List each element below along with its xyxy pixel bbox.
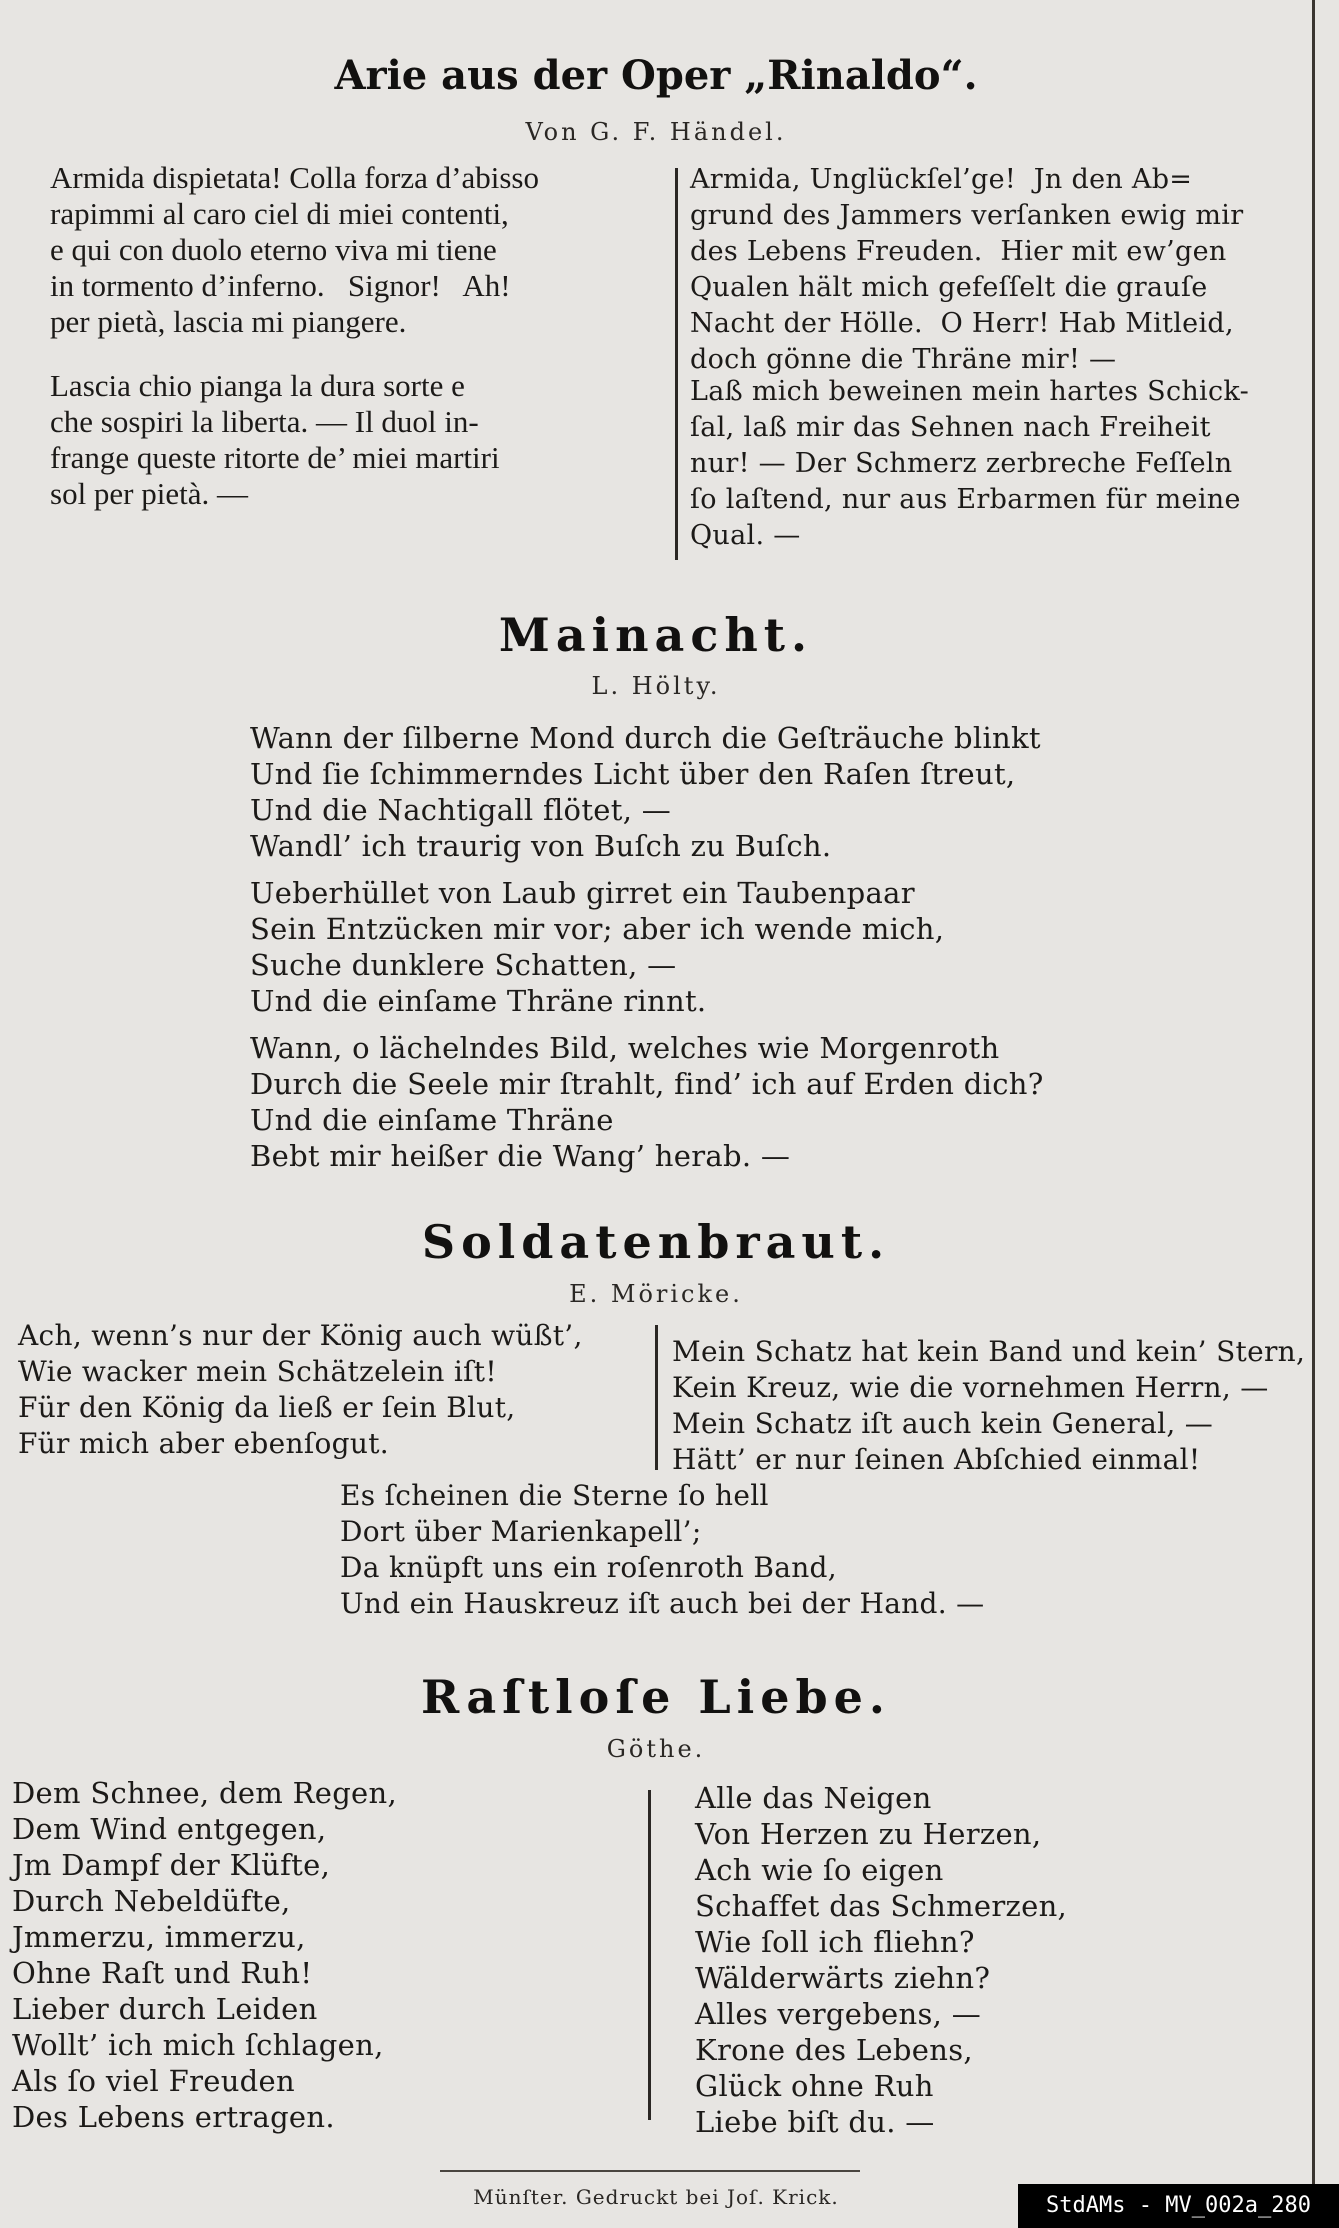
aria-author: Von G. F. Händel. [525, 118, 787, 146]
column-divider-1 [675, 168, 678, 560]
page-edge-rule [1312, 0, 1315, 2228]
aria-italian-part2: Lascia chio pianga la dura sorte e che sospiri la liberta. — Il duol in- frange queste ritorte de’ miei martiri sol per pietà. — [50, 368, 500, 511]
mainacht-stanza-1: Wann der ſilberne Mond durch die Geſträuche blinkt Und ſie ſchimmerndes Licht über den Raſen ſtreut, Und die Nachtigall flötet, — Wandl’ ich traurig von Buſch zu Buſch. [250, 721, 1041, 863]
rastlose-liebe-author: Göthe. [606, 1735, 706, 1763]
mainacht-author: L. Hölty. [591, 672, 721, 700]
column-divider-2 [655, 1325, 658, 1470]
aria-italian-part1: Armida dispietata! Colla forza d’abisso rapimmi al caro ciel di miei contenti, e qui con duolo eterno viva mi tiene in tormento d’inferno. Signor! Ah! per pietà, lascia mi piangere. [50, 160, 539, 339]
soldatenbraut-title: Soldatenbraut. [421, 1215, 891, 1269]
soldatenbraut-right-stanza: Mein Schatz hat kein Band und kein’ Stern, Kein Kreuz, wie die vornehmen Herrn, — Mein Schatz iſt auch kein General, — Hätt’ er nur ſeinen Abſchied einmal! [672, 1335, 1306, 1476]
aria-german-part2: Laß mich beweinen mein hartes Schick- ſal, laß mir das Sehnen nach Freiheit nur! — Der Schmerz zerbreche Feſſeln ſo laſtend, nur aus Erbarmen für meine Qual. — [690, 376, 1250, 551]
aria-title: Arie aus der Oper „Rinaldo“. [334, 52, 978, 99]
rastlose-liebe-left-column: Dem Schnee, dem Regen, Dem Wind entgegen, Jm Dampf der Klüfte, Durch Nebeldüfte, Jmmerzu, immerzu, Ohne Raſt und Ruh! Lieber durch Leiden Wollt’ ich mich ſchlagen, Als ſo viel Freuden Des Lebens ertragen. [12, 1776, 398, 2134]
soldatenbraut-author: E. Möricke. [569, 1280, 743, 1308]
archive-stamp: StdAMs - MV_002a_280 [1018, 2184, 1339, 2228]
mainacht-stanza-2: Ueberhüllet von Laub girret ein Taubenpaar Sein Entzücken mir vor; aber ich wende mich, Suche dunklere Schatten, — Und die einſame Thräne rinnt. [250, 876, 945, 1018]
printer-imprint: Münſter. Gedruckt bei Joſ. Krick. [473, 2185, 839, 2209]
footer-rule [440, 2170, 860, 2172]
aria-german-part1: Armida, Unglückſel’ge! Jn den Ab= grund des Jammers verſanken ewig mir des Lebens Freuden. Hier mit ew’gen Qualen hält mich gefeſſelt die grauſe Nacht der Hölle. O Herr! Hab Mitleid, doch gönne die Thräne mir! — [690, 164, 1244, 375]
mainacht-title: Mainacht. [498, 608, 814, 662]
mainacht-stanza-3: Wann, o lächelndes Bild, welches wie Morgenroth Durch die Seele mir ſtrahlt, find’ ich auf Erden dich? Und die einſame Thräne Bebt mir heißer die Wang’ herab. — [250, 1031, 1044, 1173]
rastlose-liebe-title: Raſtloſe Liebe. [421, 1670, 891, 1724]
soldatenbraut-left-stanza: Ach, wenn’s nur der König auch wüßt’, Wie wacker mein Schätzelein iſt! Für den König da ließ er ſein Blut, Für mich aber ebenſogut. [18, 1319, 583, 1460]
column-divider-3 [648, 1790, 651, 2120]
rastlose-liebe-right-column: Alle das Neigen Von Herzen zu Herzen, Ach wie ſo eigen Schaffet das Schmerzen, Wie ſoll ich fliehn? Wälderwärts ziehn? Alles vergebens, — Krone des Lebens, Glück ohne Ruh Liebe biſt du. — [695, 1781, 1068, 2139]
soldatenbraut-center-stanza: Es ſcheinen die Sterne ſo hell Dort über Marienkapell’; Da knüpft uns ein roſenroth Band, Und ein Hauskreuz iſt auch bei der Hand. — [340, 1479, 985, 1620]
